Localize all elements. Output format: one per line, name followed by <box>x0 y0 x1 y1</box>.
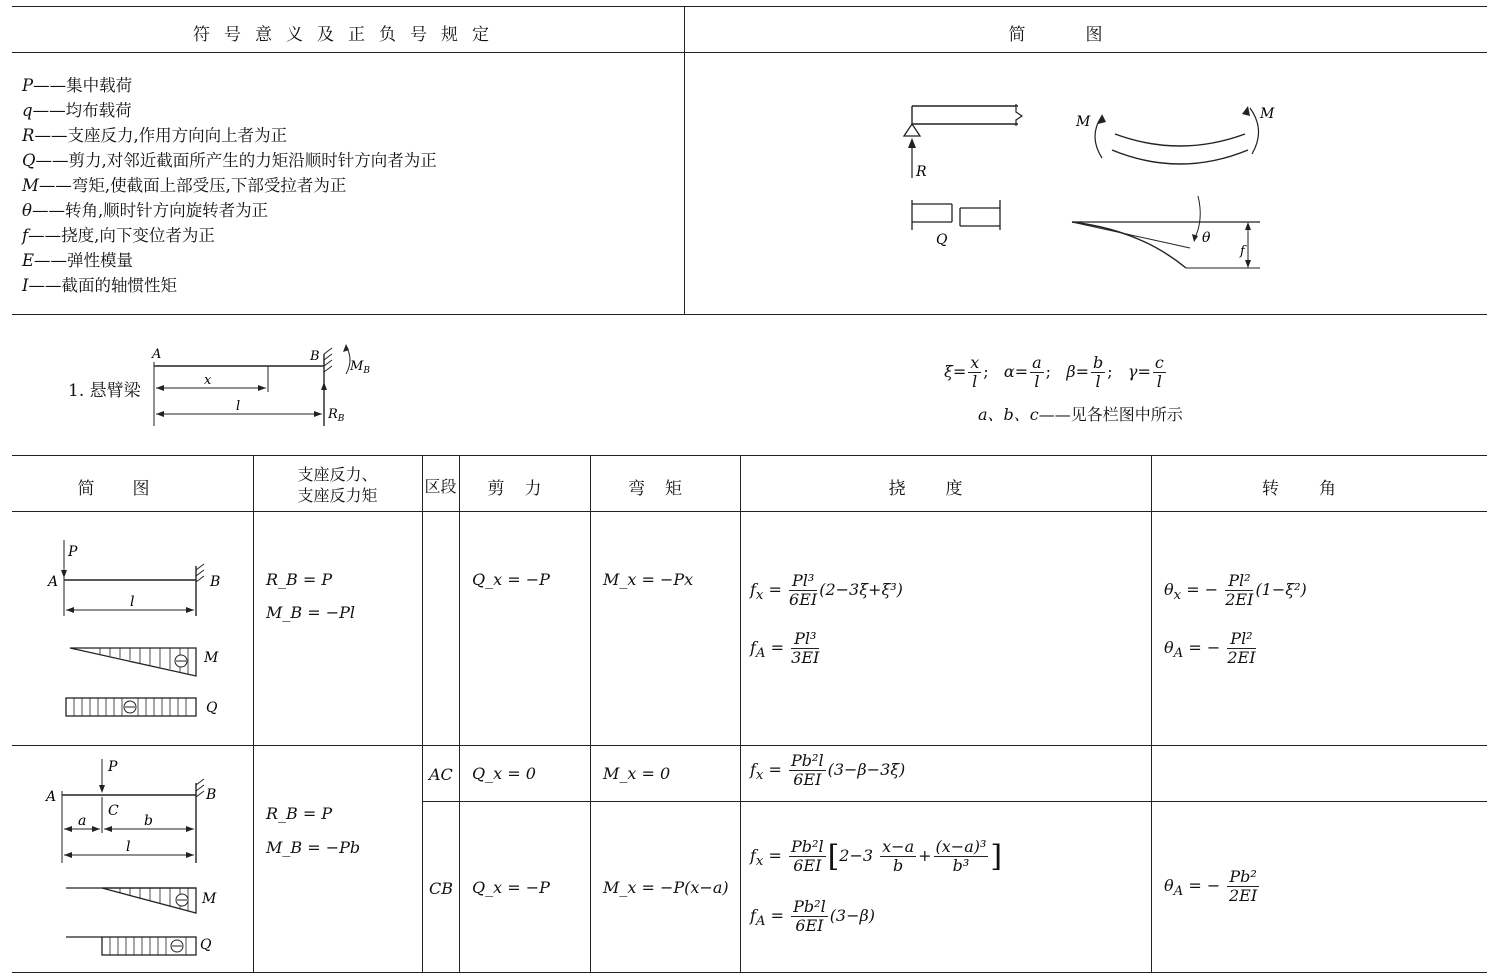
th-reaction: 支座反力、 支座反力矩 <box>297 465 378 505</box>
cant-label-RB: $R_B$ <box>328 407 345 424</box>
row1-theta-A: $\theta_A$ = − $\frac{\text{Pl²}}{2EI}$ <box>1164 629 1256 667</box>
section-title: 1. 悬臂梁 <box>68 381 141 401</box>
r2-label-l: l <box>126 839 131 855</box>
param-note: a、b、c——见各栏图中所示 <box>978 405 1183 424</box>
symbol-item: f——挠度,向下变位者为正 <box>22 226 215 245</box>
r2-label-b: b <box>144 813 153 829</box>
symbol-item: θ——转角,顺时针方向旋转者为正 <box>22 201 269 220</box>
symbol-item: Q——剪力,对邻近截面所产生的力矩沿顺时针方向者为正 <box>22 151 437 170</box>
row2-seg-CB: CB <box>429 879 453 898</box>
row2-Qx-AC: Q_x = 0 <box>472 764 536 783</box>
label-theta: θ <box>1202 230 1211 246</box>
row2-RB: R_B = P <box>266 804 333 823</box>
row1-theta-x: $\theta_x$ = − $\frac{\text{Pl²}}{2EI}$ (1−ξ²) <box>1164 571 1307 609</box>
col-rule <box>253 455 254 972</box>
th-deflection: 挠度 <box>888 479 1003 499</box>
r1-label-A: A <box>48 574 59 590</box>
cant-label-x: x <box>204 373 212 388</box>
r2-label-B: B <box>206 787 217 803</box>
label-M-left: M <box>1076 114 1091 130</box>
row2-MB: M_B = −Pb <box>266 838 361 857</box>
sketch-header: 简图 <box>1008 25 1163 45</box>
cant-label-B: B <box>310 349 320 364</box>
r1-label-Q: Q <box>206 700 218 716</box>
row1-Qx: Q_x = −P <box>472 570 550 589</box>
r2-label-P: P <box>108 759 118 775</box>
row2-Qx-CB: Q_x = −P <box>472 878 550 897</box>
label-Q: Q <box>936 232 948 248</box>
main-top-rule <box>12 455 1487 456</box>
th-rotation: 转角 <box>1262 479 1376 499</box>
row2-fx-AC: $f_x$ = $\frac{\text{Pb²l}}{6EI}$ (3−β−3ξ) <box>750 751 906 789</box>
row1-bottom-rule <box>12 745 1487 746</box>
moment-sketch <box>1075 106 1275 164</box>
main-bottom-rule <box>12 972 1487 973</box>
th-moment: 弯矩 <box>628 479 702 499</box>
r1-label-B: B <box>210 574 221 590</box>
top-table-bottom-rule <box>12 314 1487 315</box>
row1-MB: M_B = −Pl <box>266 603 356 622</box>
r2-label-A: A <box>46 789 57 805</box>
r2-label-Q: Q <box>200 937 212 953</box>
th-shear: 剪力 <box>487 479 562 499</box>
r2-label-a: a <box>78 813 87 829</box>
top-divider <box>684 6 685 314</box>
row1-fx: $f_x$ = $\frac{\text{Pl³}}{6EI}$ (2−3ξ+ξ³) <box>750 571 903 609</box>
th-sketch: 简图 <box>77 479 188 499</box>
row1-sketch <box>40 530 240 730</box>
cant-label-A: A <box>152 347 162 362</box>
row2-fx-CB: $f_x$ = $\frac{\text{Pb²l}}{6EI}$ [2−3 $\frac{x-a}{b}$ + $\frac{\text{(x−a)³}}{\text{b³}}$ ] <box>750 837 1003 875</box>
col-rule <box>1151 455 1152 972</box>
row1-Mx: M_x = −Px <box>603 570 694 589</box>
row2-split-rule <box>422 801 1487 802</box>
cantilever-diagram <box>140 340 390 430</box>
cant-label-l: l <box>236 399 241 414</box>
param-definitions: ξ= $\frac{x}{l}$ ; α= $\frac{a}{l}$ ; β= $\frac{b}{l}$ ; γ= $\frac{c}{l}$ <box>944 353 1164 391</box>
symbol-item: E——弹性模量 <box>22 251 134 270</box>
r1-label-l: l <box>130 594 135 610</box>
symbols-header: 符号意义及正负号规定 <box>193 25 503 45</box>
symbol-item: M——弯矩,使截面上部受压,下部受拉者为正 <box>22 176 347 195</box>
symbol-item: P——集中载荷 <box>22 76 133 95</box>
label-f: f <box>1240 244 1245 259</box>
r1-label-P: P <box>68 544 78 560</box>
label-M-right: M <box>1260 106 1275 122</box>
col-rule <box>422 455 423 972</box>
main-header-rule <box>12 511 1487 512</box>
symbol-item: R——支座反力,作用方向向上者为正 <box>22 126 288 145</box>
th-segment: 区段 <box>424 477 457 496</box>
row2-Mx-CB: M_x = −P(x−a) <box>603 878 729 897</box>
top-rule <box>12 6 1487 7</box>
r1-label-M: M <box>204 650 219 666</box>
row2-theta-A: $\theta_A$ = − $\frac{\text{Pb²}}{2EI}$ <box>1164 867 1258 905</box>
symbol-item: q——均布载荷 <box>22 101 132 120</box>
symbol-item: I——截面的轴惯性矩 <box>22 276 178 295</box>
col-rule <box>740 455 741 972</box>
col-rule <box>459 455 460 972</box>
row1-RB: R_B = P <box>266 570 333 589</box>
col-rule <box>590 455 591 972</box>
row2-sketch <box>40 755 240 965</box>
label-R: R <box>916 164 927 180</box>
r2-label-M: M <box>202 891 217 907</box>
reaction-sketch <box>904 104 1022 180</box>
cant-label-MB: $M_B$ <box>350 359 370 376</box>
row2-Mx-AC: M_x = 0 <box>603 764 671 783</box>
row2-fA-CB: $f_A$ = $\frac{\text{Pb²l}}{6EI}$ (3−β) <box>750 897 876 935</box>
header-rule <box>12 52 1487 53</box>
deflection-sketch <box>1072 196 1260 268</box>
r2-label-C: C <box>108 803 119 819</box>
shear-sketch <box>912 200 1000 248</box>
sign-convention-sketch <box>890 90 1275 290</box>
row1-fA: $f_A$ = $\frac{\text{Pl³}}{3EI}$ <box>750 629 820 667</box>
row2-seg-AC: AC <box>429 765 453 784</box>
